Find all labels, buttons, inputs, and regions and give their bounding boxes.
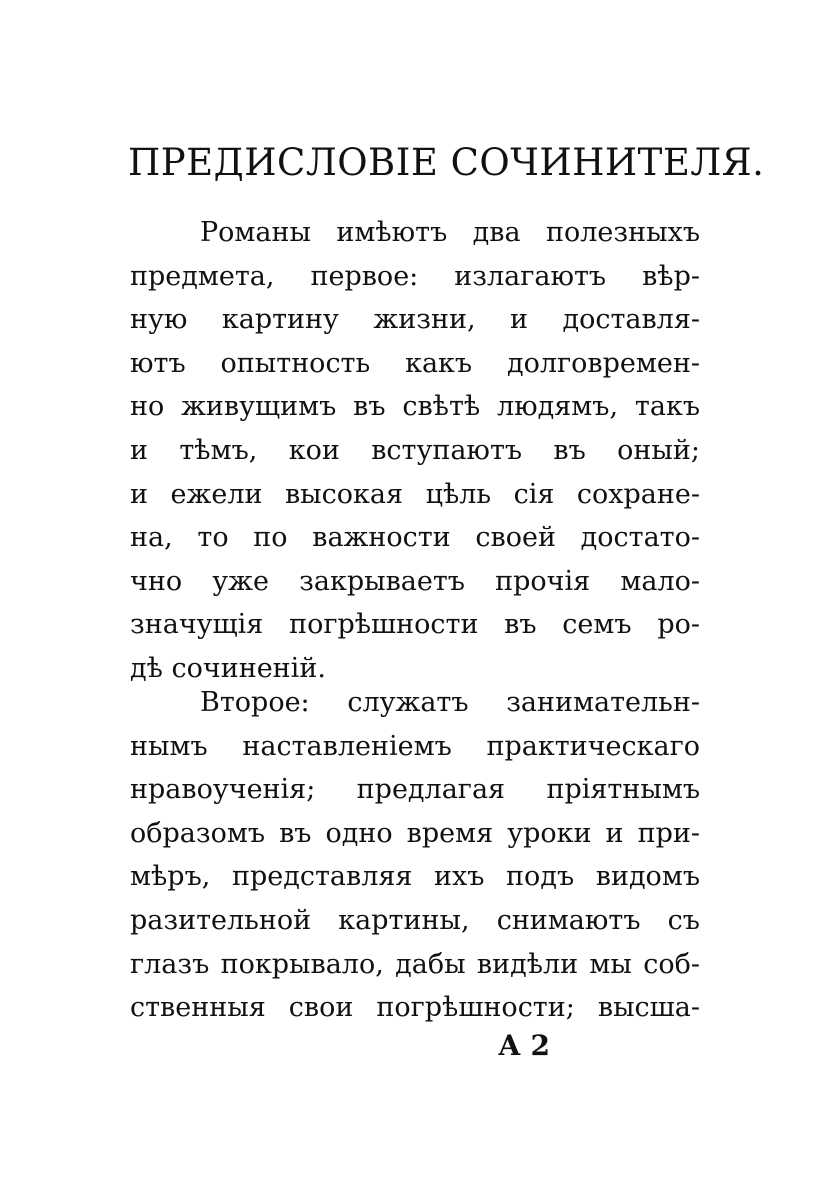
paragraph-line: предмета, первое: излагаютъ вѣр-	[130, 260, 700, 292]
paragraph-line: но живущимъ въ свѣтѣ людямъ, такъ	[130, 391, 700, 423]
paragraph-line: чно уже закрываетъ прочія мало-	[130, 565, 700, 597]
paragraph-line: ственныя свои погрѣшности; высша-	[130, 992, 700, 1024]
paragraph-2	[130, 681, 700, 1030]
paragraph-line: образомъ въ одно время уроки и при-	[130, 817, 700, 849]
paragraph-line: на, то по важности своей достато-	[130, 522, 700, 554]
paragraph-line: значущія погрѣшности въ семъ ро-	[130, 609, 700, 641]
paragraph-line: Романы имѣютъ два полезныхъ	[200, 217, 700, 248]
paragraph-line: ютъ опытность какъ долговремен-	[130, 347, 700, 379]
paragraph-line: и тѣмъ, кои вступаютъ въ оный;	[130, 434, 700, 466]
paragraph-line: и ежели высокая цѣль сія сохране-	[130, 478, 700, 510]
paragraph-line: разительной картины, снимаютъ съ	[130, 904, 700, 936]
paragraph-line: глазъ покрывало, дабы видѣли мы соб-	[130, 948, 700, 980]
page-title: ПРЕДИСЛОВІЕ СОЧИНИТЕЛЯ.	[128, 141, 765, 184]
paragraph-line: дѣ сочиненій.	[130, 652, 326, 684]
paragraph-line: нравоученія; предлагая пріятнымъ	[130, 774, 700, 806]
signature-mark: А 2	[498, 1029, 551, 1062]
paragraph-line: мѣръ, представляя ихъ подъ видомъ	[130, 861, 700, 893]
paragraph-line: нымъ наставленіемъ практическаго	[130, 730, 700, 762]
paragraph-line: Второе: служатъ занимательн-	[200, 687, 700, 718]
paragraph-line: ную картину жизни, и доставля-	[130, 304, 700, 336]
paragraph-1	[130, 211, 700, 691]
